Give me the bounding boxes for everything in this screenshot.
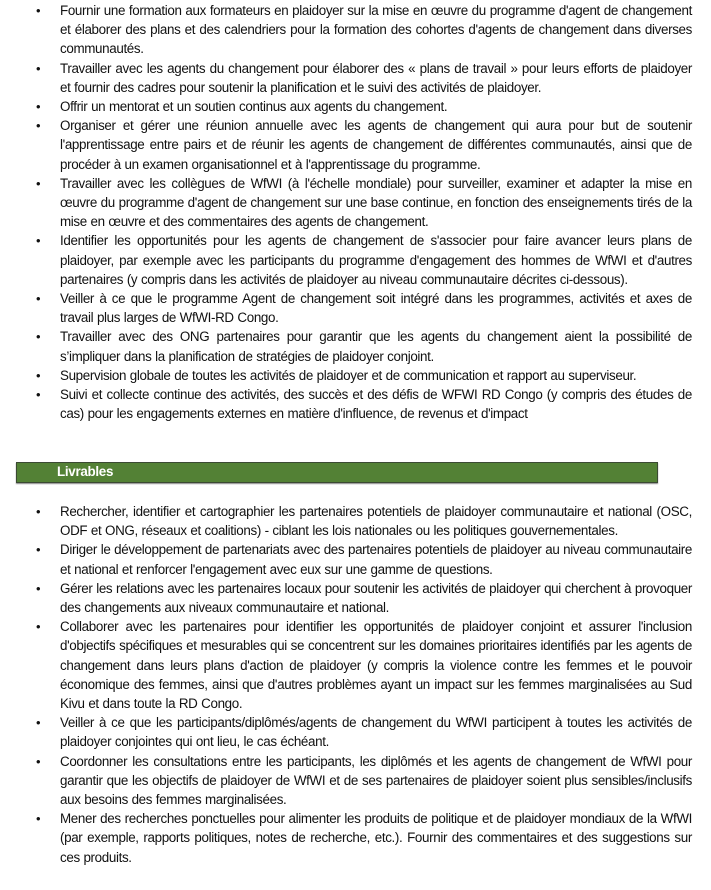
list-item-text: Coordonner les consultations entre les participants, les diplômés et les agents de changement de WfWI pour garantir que les objectifs de plaidoyer de WfWI et de ses partenaires de plaidoyer soient plus sensibles/inclusifs aux besoins des femmes marginalisées.	[60, 753, 692, 808]
bullet-icon: •	[36, 715, 41, 731]
list-item-text: Travailler avec les agents du changement pour élaborer des « plans de travail » pour leurs efforts de plaidoyer et fournir des cadres pour soutenir la planification et le suivi des activités de plaidoyer.	[60, 60, 692, 95]
bullet-icon: •	[36, 753, 41, 769]
list-item	[0, 59, 711, 97]
bullet-icon: •	[36, 291, 41, 307]
bullet-icon: •	[36, 387, 41, 403]
bullet-icon: •	[36, 60, 41, 76]
list-item	[0, 579, 711, 617]
list-item	[0, 1, 711, 59]
list-item-text: Gérer les relations avec les partenaires locaux pour soutenir les activités de plaidoyer qui cherchent à provoquer des changements aux niveaux communautaire et national.	[60, 580, 692, 616]
bullet-icon: •	[36, 175, 41, 191]
list-item	[0, 327, 711, 365]
list-item-text: Veiller à ce que les participants/diplômés/agents de changement du WfWI participent à toutes les activités de plaidoyer conjointes qui ont lieu, le cas échéant.	[60, 715, 692, 750]
list-item	[0, 752, 711, 810]
bullet-icon: •	[36, 504, 41, 519]
list-item-text: Suivi et collecte continue des activités, des succès et des défis de WFWI RD Congo (y compris des études de cas) pour les engagements externes en matière d'influence, de revenus et d'impact	[60, 387, 692, 422]
list-item-text: Collaborer avec les partenaires pour identifier les opportunités de plaidoyer conjoint et assurer l'inclusion d'objectifs spécifiques et mesurables qui se concentrent sur les domaines prioritaires identifiés par les agents de changement dans leurs plans d'action de plaidoyer (y compris la violence contre les femmes et le pouvoir économique des femmes, ainsi que d'autres problèmes ayant un impact sur les femmes marginalisées au Sud Kivu et dans toute la RD Congo.	[60, 619, 692, 712]
bullet-icon: •	[36, 367, 41, 383]
bullet-icon: •	[36, 233, 41, 249]
list-item	[0, 366, 711, 385]
list-item-text: Identifier les opportunités pour les agents de changement de s'associer pour faire avancer leurs plans de plaidoyer, par exemple avec les participants du programme d'engagement des hommes de WfWI et d'autres partenaires (y compris dans les activités de plaidoyer au niveau communautaire décrites ci-dessous).	[60, 233, 692, 287]
list-item-text: Travailler avec les collègues de WfWI (à l'échelle mondiale) pour surveiller, examiner et adapter la mise en œuvre du programme d'agent de changement sur une base continue, en fonction des enseignements tirés de la mise en œuvre et des commentaires des agents de changement.	[60, 175, 692, 230]
list-item-text: Veiller à ce que le programme Agent de changement soit intégré dans les programmes, activités et axes de travail plus larges de WfWI-RD Congo.	[60, 291, 692, 326]
list-item	[0, 809, 711, 867]
list-item	[0, 713, 711, 751]
list-item	[0, 502, 711, 540]
bullet-icon: •	[36, 329, 41, 345]
list-item	[0, 116, 711, 174]
list-item-text: Mener des recherches ponctuelles pour alimenter les produits de politique et de plaidoyer mondiaux de la WfWI (par exemple, rapports politiques, notes de recherche, etc.). Fournir des commentaires et des suggestions sur ces produits.	[60, 811, 692, 865]
bullet-icon: •	[36, 619, 41, 635]
list-item	[0, 617, 711, 713]
list-item-text: Organiser et gérer une réunion annuelle avec les agents de changement qui aura pour but de soutenir l'apprentissage entre pairs et de réunir les agents de changement de différentes communautés, ainsi que de procéder à un examen organisationnel et à l'apprentissage du programme.	[60, 118, 692, 172]
bullet-icon: •	[36, 99, 41, 115]
bullet-icon: •	[36, 811, 41, 827]
section-header-livrables	[16, 462, 658, 483]
list-item-text: Offrir un mentorat et un soutien continus aux agents du changement.	[60, 99, 448, 115]
list-item-text: Diriger le développement de partenariats avec des partenaires potentiels de plaidoyer au niveau communautaire et national et renforcer l'engagement avec eux sur une gamme de questions.	[60, 542, 692, 577]
list-item	[0, 385, 711, 423]
section-title: Livrables	[57, 464, 114, 479]
bullet-icon: •	[36, 3, 41, 18]
list-item-text: Supervision globale de toutes les activités de plaidoyer et de communication et rapport au superviseur.	[60, 367, 637, 383]
list-item	[0, 289, 711, 327]
responsibilities-list	[0, 1, 711, 423]
list-item-text: Rechercher, identifier et cartographier les partenaires potentiels de plaidoyer communautaire et national (OSC, ODF et ONG, réseaux et coalitions) - ciblant les lois nationales ou les politiques gouvernementales.	[60, 504, 692, 539]
list-item-text: Fournir une formation aux formateurs en plaidoyer sur la mise en œuvre du programme d'agent de changement et élaborer des plans et des calendriers pour la formation des cohortes d'agents de changement dans diverses communautés.	[60, 3, 692, 57]
list-item	[0, 97, 711, 116]
bullet-icon: •	[36, 580, 41, 596]
bullet-icon: •	[36, 118, 41, 134]
list-item	[0, 231, 711, 289]
list-item	[0, 540, 711, 578]
list-item-text: Travailler avec des ONG partenaires pour garantir que les agents du changement aient la possibilité de s’impliquer dans la planification de stratégies de plaidoyer conjoint.	[60, 329, 692, 364]
list-item	[0, 174, 711, 232]
deliverables-list	[0, 502, 711, 867]
bullet-icon: •	[36, 542, 41, 558]
